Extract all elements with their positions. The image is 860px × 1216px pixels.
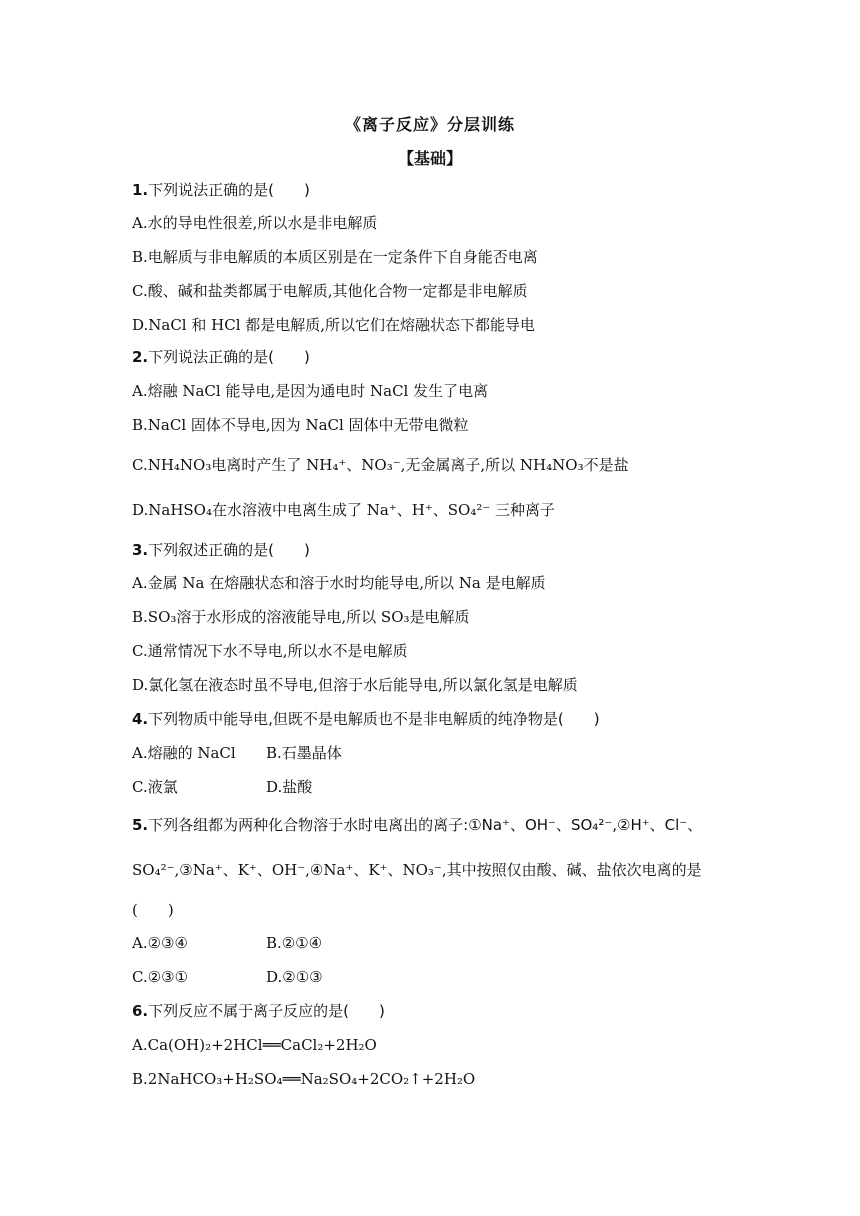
question-4-text: 下列物质中能导电,但既不是电解质也不是非电解质的纯净物是( ) (148, 710, 600, 728)
question-5-stem (132, 815, 702, 835)
question-5-text-line-2: SO₄²⁻,③Na⁺、K⁺、OH⁻,④Na⁺、K⁺、NO₃⁻,其中按照仅由酸、碱、盐依次电离的是 (132, 861, 702, 879)
question-5-text-line-1: 下列各组都为两种化合物溶于水时电离出的离子:①Na⁺、OH⁻、SO₄²⁻,②H⁺、Cl⁻、 (148, 816, 703, 834)
question-5-option-d: D.②①③ (266, 968, 323, 986)
question-5-option-c: C.②③① (132, 968, 189, 986)
document-title: 《离子反应》分层训练 (344, 115, 515, 134)
question-6-number: 6. (132, 1002, 149, 1020)
question-4-stem (132, 709, 600, 729)
question-3-option-c: C.通常情况下水不导电,所以水不是电解质 (132, 642, 408, 660)
question-1-stem (132, 180, 310, 200)
question-2-option-a: A.熔融 NaCl 能导电,是因为通电时 NaCl 发生了电离 (132, 382, 489, 400)
question-4-number: 4. (132, 710, 149, 728)
question-1-option-c: C.酸、碱和盐类都属于电解质,其他化合物一定都是非电解质 (132, 282, 528, 300)
question-1-option-d: D.NaCl 和 HCl 都是电解质,所以它们在熔融状态下都能导电 (132, 316, 536, 334)
question-4-option-d: D.盐酸 (266, 778, 313, 796)
question-3-stem (132, 540, 310, 560)
question-1-option-b: B.电解质与非电解质的本质区别是在一定条件下自身能否电离 (132, 248, 538, 266)
question-1-number: 1. (132, 181, 149, 199)
question-5-number: 5. (132, 816, 149, 834)
question-2-option-b: B.NaCl 固体不导电,因为 NaCl 固体中无带电微粒 (132, 416, 469, 434)
question-4-option-a: A.熔融的 NaCl (132, 744, 236, 762)
question-6-text: 下列反应不属于离子反应的是( ) (148, 1002, 385, 1020)
question-4-option-b: B.石墨晶体 (266, 744, 342, 762)
question-2-option-d: D.NaHSO₄在水溶液中电离生成了 Na⁺、H⁺、SO₄²⁻ 三种离子 (132, 501, 556, 519)
question-3-text: 下列叙述正确的是( ) (148, 541, 310, 559)
question-6-option-b: B.2NaHCO₃+H₂SO₄══Na₂SO₄+2CO₂↑+2H₂O (132, 1070, 476, 1088)
question-1-text: 下列说法正确的是( ) (148, 181, 310, 199)
question-5-text-line-3: ( ) (132, 901, 174, 919)
question-2-option-c: C.NH₄NO₃电离时产生了 NH₄⁺、NO₃⁻,无金属离子,所以 NH₄NO₃不是盐 (132, 456, 629, 474)
question-5-option-b: B.②①④ (266, 934, 323, 952)
question-5-option-a: A.②③④ (132, 934, 188, 952)
question-2-number: 2. (132, 348, 149, 366)
section-heading: 【基础】 (397, 149, 462, 168)
question-3-option-d: D.氯化氢在液态时虽不导电,但溶于水后能导电,所以氯化氢是电解质 (132, 676, 578, 694)
question-3-number: 3. (132, 541, 149, 559)
question-2-text: 下列说法正确的是( ) (148, 348, 310, 366)
question-6-option-a: A.Ca(OH)₂+2HCl══CaCl₂+2H₂O (132, 1036, 377, 1054)
question-1-option-a: A.水的导电性很差,所以水是非电解质 (132, 214, 378, 232)
question-2-stem (132, 347, 310, 367)
question-6-stem (132, 1001, 385, 1021)
question-3-option-a: A.金属 Na 在熔融状态和溶于水时均能导电,所以 Na 是电解质 (132, 574, 546, 592)
question-4-option-c: C.液氯 (132, 778, 178, 796)
question-3-option-b: B.SO₃溶于水形成的溶液能导电,所以 SO₃是电解质 (132, 608, 470, 626)
